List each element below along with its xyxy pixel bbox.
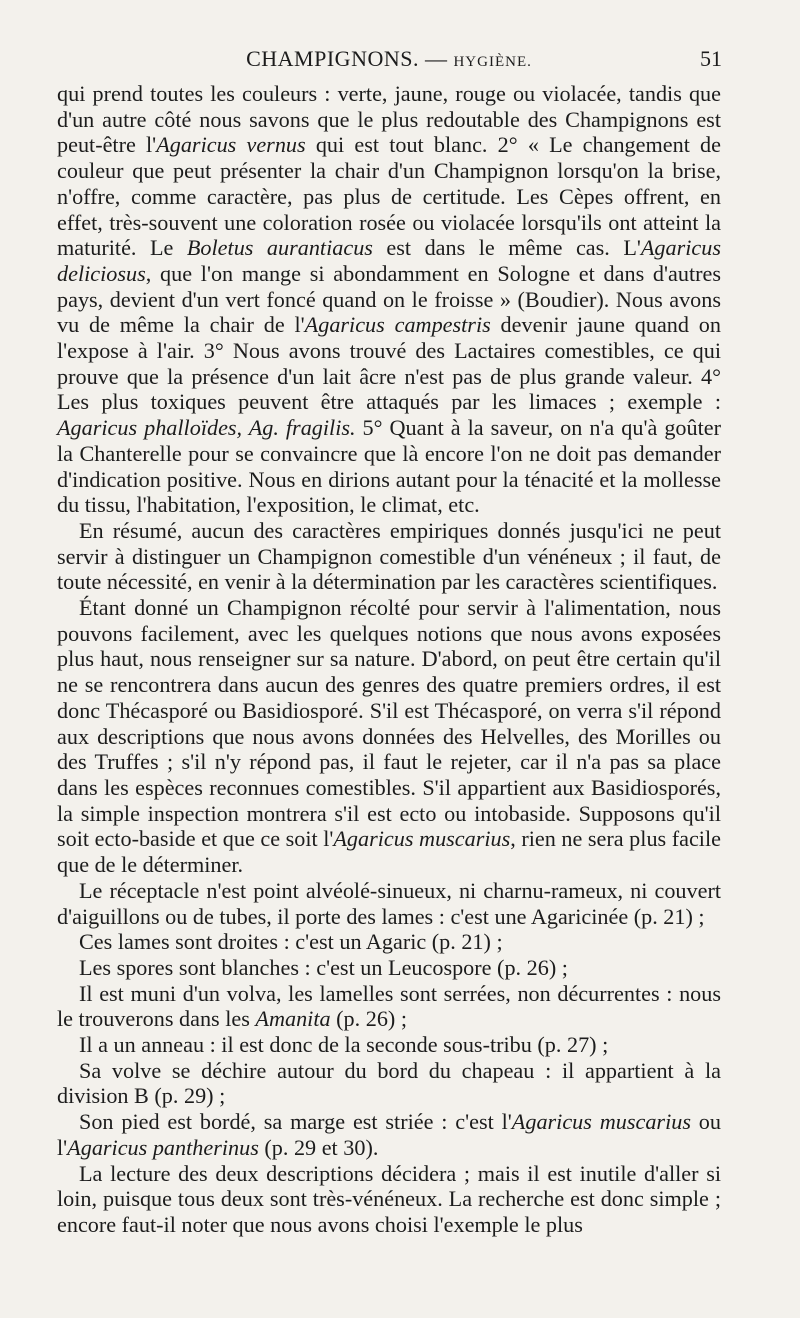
text-run: La lecture des deux descriptions décidera ; mais il est inutile d'aller si loin, puisque tous deux sont très-vénéneux. La recherche est donc simple ; encore faut-il noter que nous avons choisi l'exemple le plus [57, 1160, 721, 1237]
paragraph-6 [57, 955, 721, 981]
paragraph-2 [57, 518, 721, 595]
paragraph-5 [57, 929, 721, 955]
running-header [56, 44, 722, 74]
text-run: , rien ne sera plus facile que de le déterminer. [57, 826, 721, 878]
text-run: Il est muni d'un volva, les lamelles sont serrées, non décurrentes : nous le trouverons dans les [57, 980, 721, 1032]
text-run: ou l' [57, 1109, 721, 1160]
paragraph-1 [57, 81, 721, 518]
italic-term: Agaricus campestris [304, 312, 491, 338]
paragraph-4 [57, 878, 721, 929]
header-section: HYGIÈNE. [453, 54, 532, 70]
text-run: Les spores sont blanches : c'est un Leucospore (p. 26) ; [79, 954, 568, 980]
paragraph-3 [57, 595, 721, 878]
text-run: Son pied est bordé, sa marge est striée : c'est l' [79, 1109, 512, 1135]
italic-term: Agaricus deliciosus [57, 235, 721, 286]
italic-term: Agaricus vernus [156, 132, 306, 158]
text-run: qui prend toutes les couleurs : verte, jaune, rouge ou violacée, tandis que d'un autre côté nous savons que le plus redoutable des Champignons est peut-être l' [57, 81, 721, 158]
text-run: est dans le même cas. L' [372, 235, 641, 261]
paragraph-7 [57, 981, 721, 1032]
paragraph-8 [57, 1032, 721, 1058]
text-run: Sa volve se déchire autour du bord du chapeau : il appartient à la division B (p. 29) ; [57, 1057, 721, 1109]
text-run: Il a un anneau : il est donc de la seconde sous-tribu (p. 27) ; [79, 1032, 609, 1058]
header-dash: — [418, 46, 454, 71]
text-run: (p. 26) ; [330, 1006, 408, 1032]
body-text [57, 81, 721, 1238]
header-title: CHAMPIGNONS. [246, 46, 419, 71]
paragraph-11 [57, 1161, 721, 1238]
header-title-line [56, 46, 722, 72]
text-run: (p. 29 et 30). [258, 1134, 379, 1160]
text-run: devenir jaune quand on l'expose à l'air. 3° Nous avons trouvé des Lactaires comestibles, ce qui prouve que la présence d'un lait âcre n'est pas de plus grande valeur. 4° Les plus toxiques peuvent être attaqués par les limaces ; exemple : [57, 312, 721, 415]
text-run: Ces lames sont droites : c'est un Agaric (p. 21) ; [79, 929, 503, 955]
text-run: qui est tout blanc. 2° « Le changement de couleur que peut présenter la chair d'un Champignon lorsqu'on la brise, n'offre, comme caractère, pas plus de certitude. Les Cèpes offrent, en effet, très-souvent une coloration rosée ou violacée lorsqu'ils ont atteint la maturité. Le [57, 132, 721, 261]
text-run: Étant donné un Champignon récolté pour servir à l'alimentation, nous pouvons facilement, avec les quelques notions que nous avons exposées plus haut, nous renseigner sur sa nature. D'abord, on peut être certain qu'il ne se rencontrera dans aucun des genres des quatre premiers ordres, il est donc Thécasporé ou Basidiosporé. S'il est Thécasporé, on verra s'il répond aux descriptions que nous avons données des Helvelles, des Morilles ou des Truffes ; s'il n'y répond pas, il faut le rejeter, car il n'a pas sa place dans les espèces reconnues comestibles. S'il appartient aux Basidiosporés, la simple inspection montrera s'il est ecto ou intobaside. Supposons qu'il soit ecto-baside et que ce soit l' [57, 595, 721, 852]
italic-term: Amanita [255, 1006, 331, 1032]
page-number: 51 [700, 46, 722, 71]
italic-term: Boletus aurantiacus [186, 235, 373, 261]
text-run: En résumé, aucun des caractères empiriques donnés jusqu'ici ne peut servir à distinguer un Champignon comestible d'un vénéneux ; il faut, de toute nécessité, en venir à la détermination par les caractères scientifiques. [57, 517, 721, 595]
text-run: Le réceptacle n'est point alvéolé-sinueux, ni charnu-rameux, ni couvert d'aiguillons ou de tubes, il porte des lames : c'est une Agaricinée (p. 21) ; [57, 877, 721, 929]
italic-term: Agaricus muscarius [333, 826, 511, 852]
paragraph-9 [57, 1058, 721, 1109]
paragraph-10 [57, 1109, 721, 1160]
italic-term: Agaricus muscarius [511, 1109, 691, 1135]
italic-term: Agaricus pantherinus [67, 1134, 259, 1160]
text-run: , que l'on mange si abondamment en Sologne et dans d'autres pays, devient d'un vert foncé quand on le froisse » (Boudier). Nous avons vu de même la chair de l' [57, 260, 721, 338]
italic-term: Agaricus phalloïdes, Ag. fragilis. [57, 415, 356, 441]
text-run: 5° Quant à la saveur, on n'a qu'à goûter la Chanterelle pour se convaincre que là encore l'on ne doit pas demander d'indication positive. Nous en dirions autant pour la ténacité et la mollesse du tissu, l'habitation, l'exposition, le climat, etc. [57, 415, 721, 518]
